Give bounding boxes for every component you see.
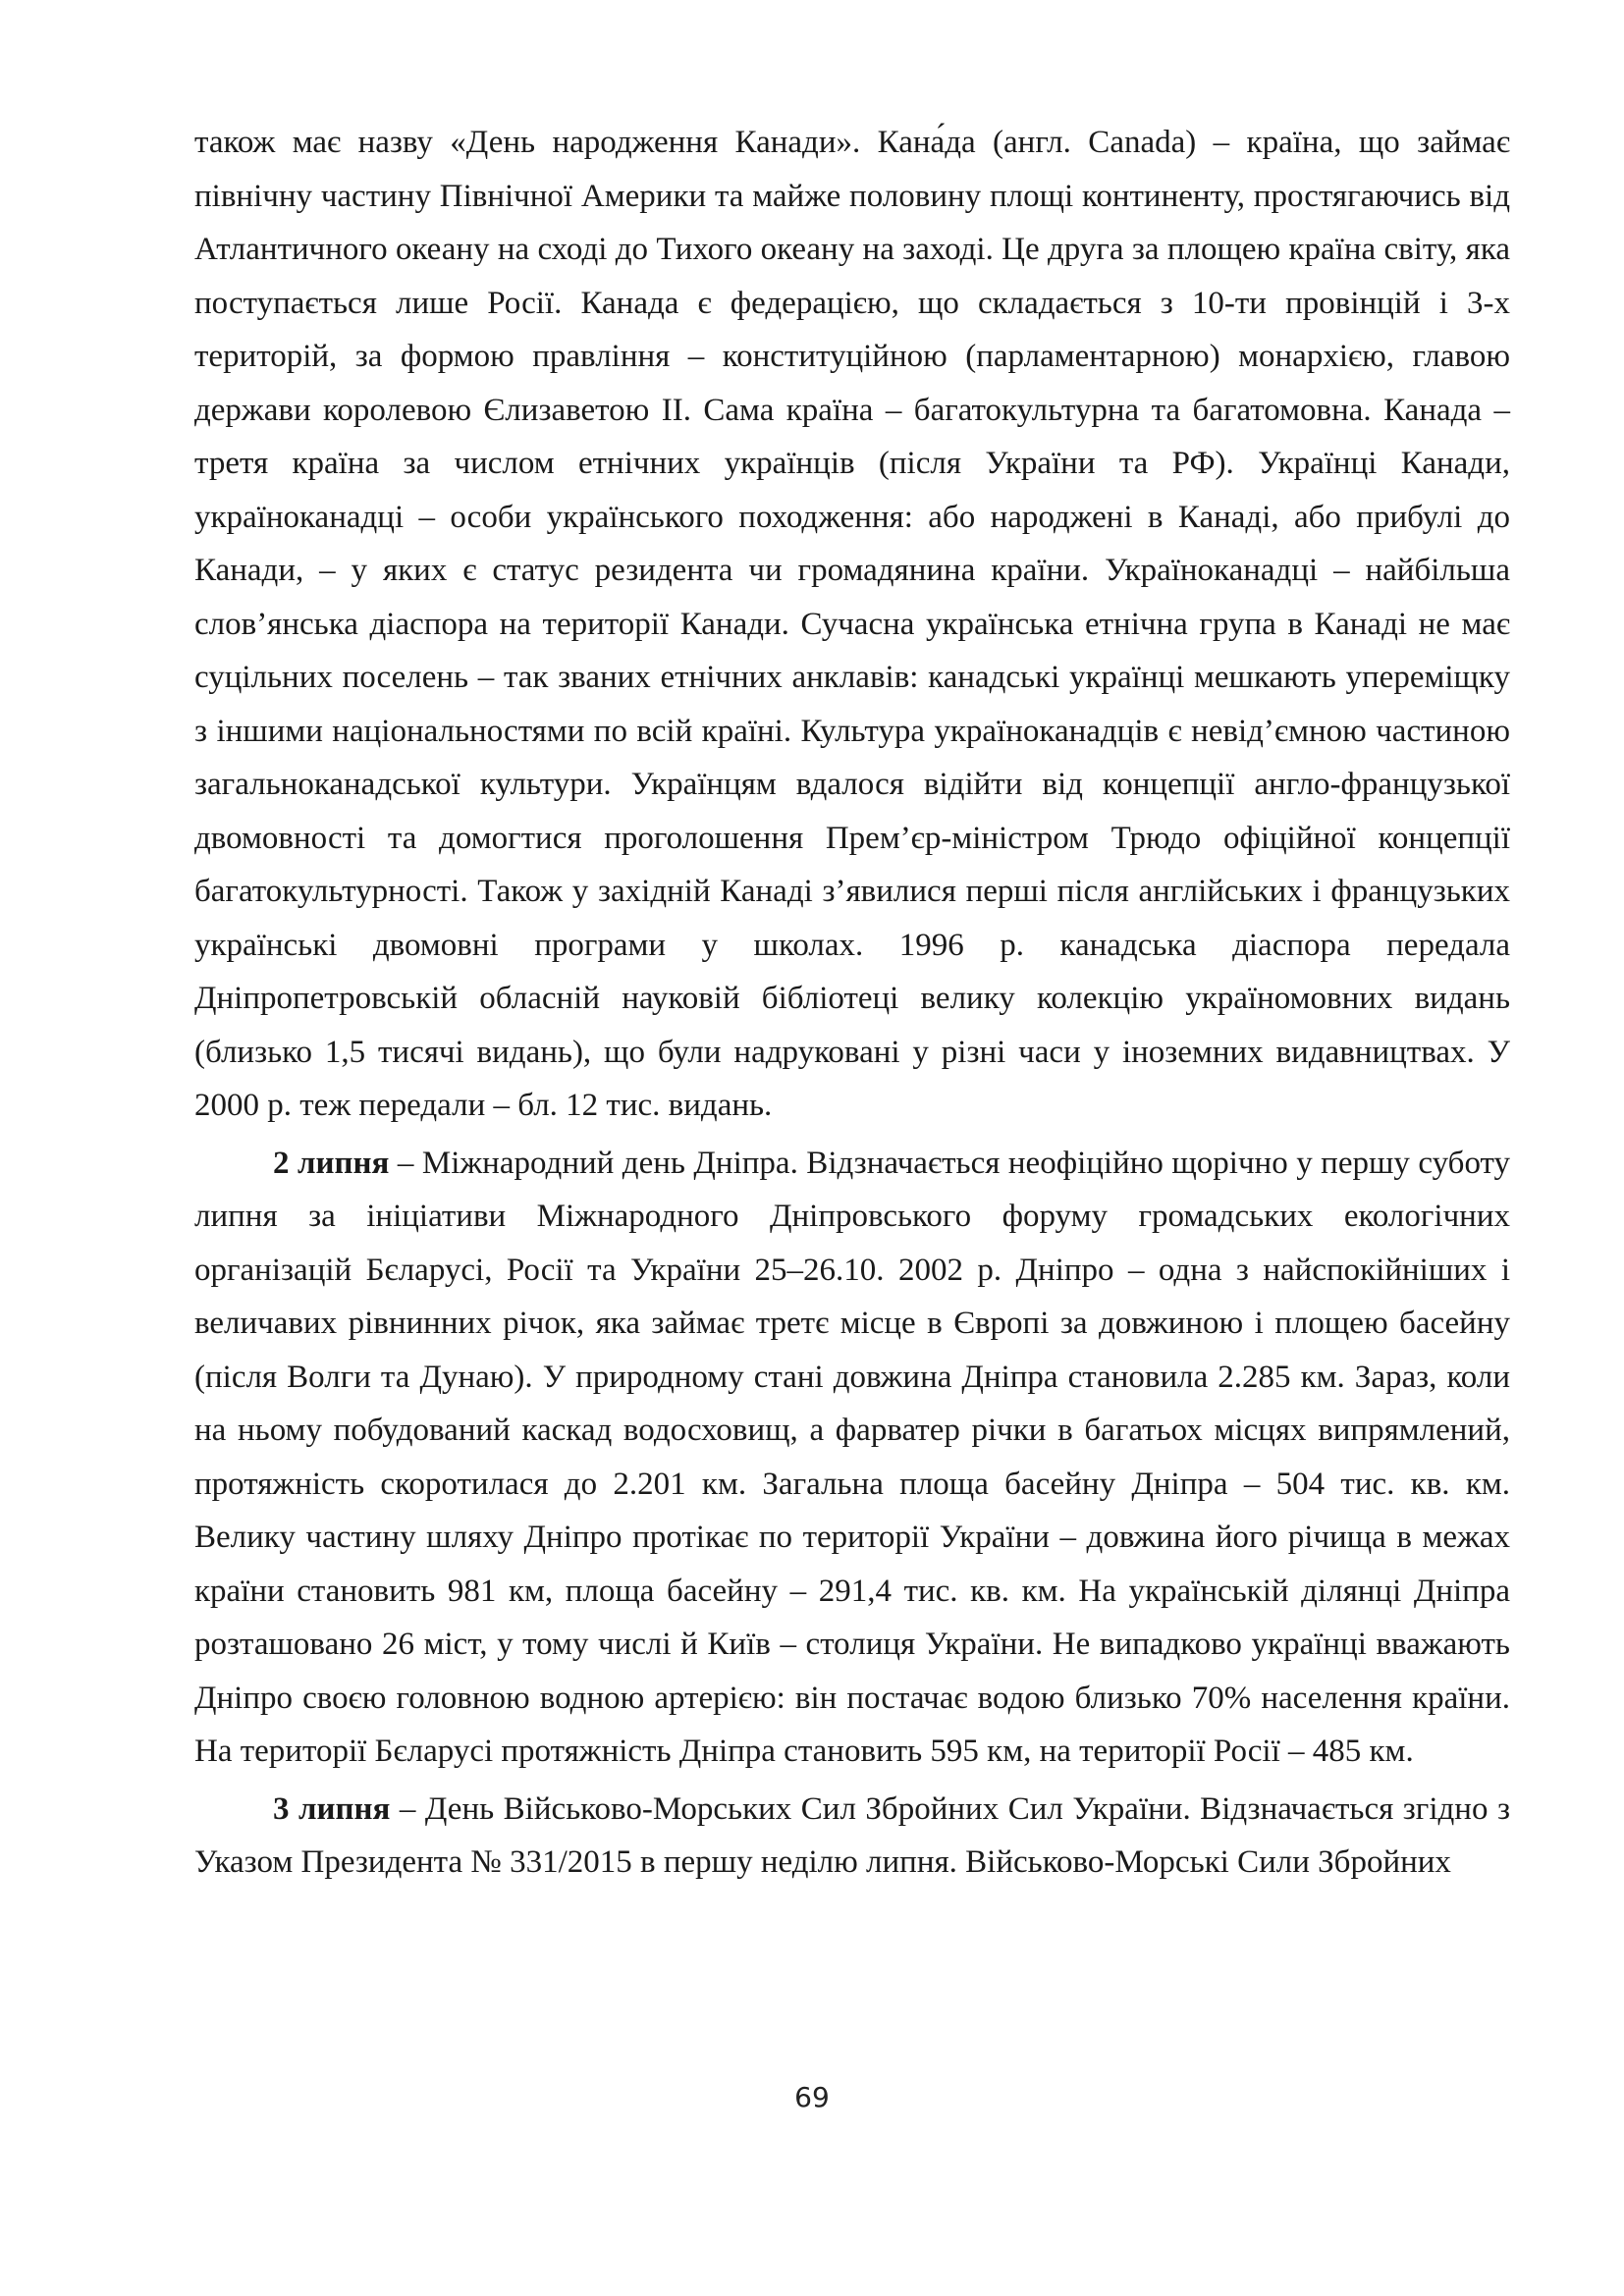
paragraph-text: – День Військово-Морських Сил Збройних Сил України. Відзначається згідно з Указом Президента № 331/2015 в першу неділю липня. Військово-Морські Сили Збройних: [194, 1790, 1510, 1880]
paragraph-canada: [194, 116, 1510, 1133]
paragraph-text: також має назву «День народження Канади». Кана́да (англ. Canada) – країна, що займає північну частину Північної Америки та майже половину площі континенту, простягаючись від Атлантичного океану на сході до Тихого океану на заході. Це друга за площею країна світу, яка поступається лише Росії. Канада є федерацією, що складається з 10-ти провінцій і 3-х територій, за формою правління – конституційною (парламентарною) монархією, главою держави королевою Єлизаветою II. Сама країна – багатокультурна та багатомовна. Канада – третя країна за числом етнічних українців (після України та РФ). Українці Канади, україноканадці – особи українського походження: або народжені в Канаді, або прибулі до Канади, – у яких є статус резидента чи громадянина країни. Україноканадці – найбільша слов’янська діаспора на території Канади. Сучасна українська етнічна група в Канаді не має суцільних поселень – так званих етнічних анклавів: канадські українці мешкають упереміщку з іншими національностями по всій країні. Культура україноканадців є невід’ємною частиною загальноканадської культури. Українцям вдалося відійти від концепції англо-французької двомовності та домогтися проголошення Прем’єр-міністром Трюдо офіційної концепції багатокультурності. Також у західній Канаді з’явилися перші після англійських і французьких українські двомовні програми у школах. 1996 р. канадська діаспора передала Дніпропетровській обласній науковій бібліотеці велику колекцію україномовних видань (близько 1,5 тисячі видань), що були надруковані у різні часи у іноземних видавництвах. У 2000 р. теж передали – бл. 12 тис. видань.: [194, 125, 1510, 1123]
paragraph-navy-day: [194, 1783, 1510, 1890]
paragraph-text: – Міжнародний день Дніпра. Відзначається неофіційно щорічно у першу суботу липня за ініціативи Міжнародного Дніпровського форуму громадських екологічних організацій Бєларусі, Росії та України 25–26.10. 2002 р. Дніпро – одна з найспокійніших і величавих рівнинних річок, яка займає третє місце в Європі за довжиною і площею басейну (після Волги та Дунаю). У природному стані довжина Дніпра становила 2.285 км. Зараз, коли на ньому побудований каскад водосховищ, а фарватер річки в багатьох місцях випрямлений, протяжність скоротилася до 2.201 км. Загальна площа басейну Дніпра – 504 тис. кв. км. Велику частину шляху Дніпро протікає по території України – довжина його річища в межах країни становить 981 км, площа басейну – 291,4 тис. кв. км. На українській ділянці Дніпра розташовано 26 міст, у тому числі й Київ – столиця України. Не випадково українці вважають Дніпро своєю головною водною артерією: він постачає водою близько 70% населення країни. На території Бєларусі протяжність Дніпра становить 595 км, на території Росії – 485 км.: [194, 1145, 1510, 1769]
paragraph-date: 3 липня: [273, 1790, 391, 1827]
paragraph-date: 2 липня: [273, 1145, 390, 1181]
page-number: 69: [794, 2081, 830, 2113]
paragraph-dnipro-day: [194, 1137, 1510, 1779]
body-text: [194, 116, 1510, 1890]
